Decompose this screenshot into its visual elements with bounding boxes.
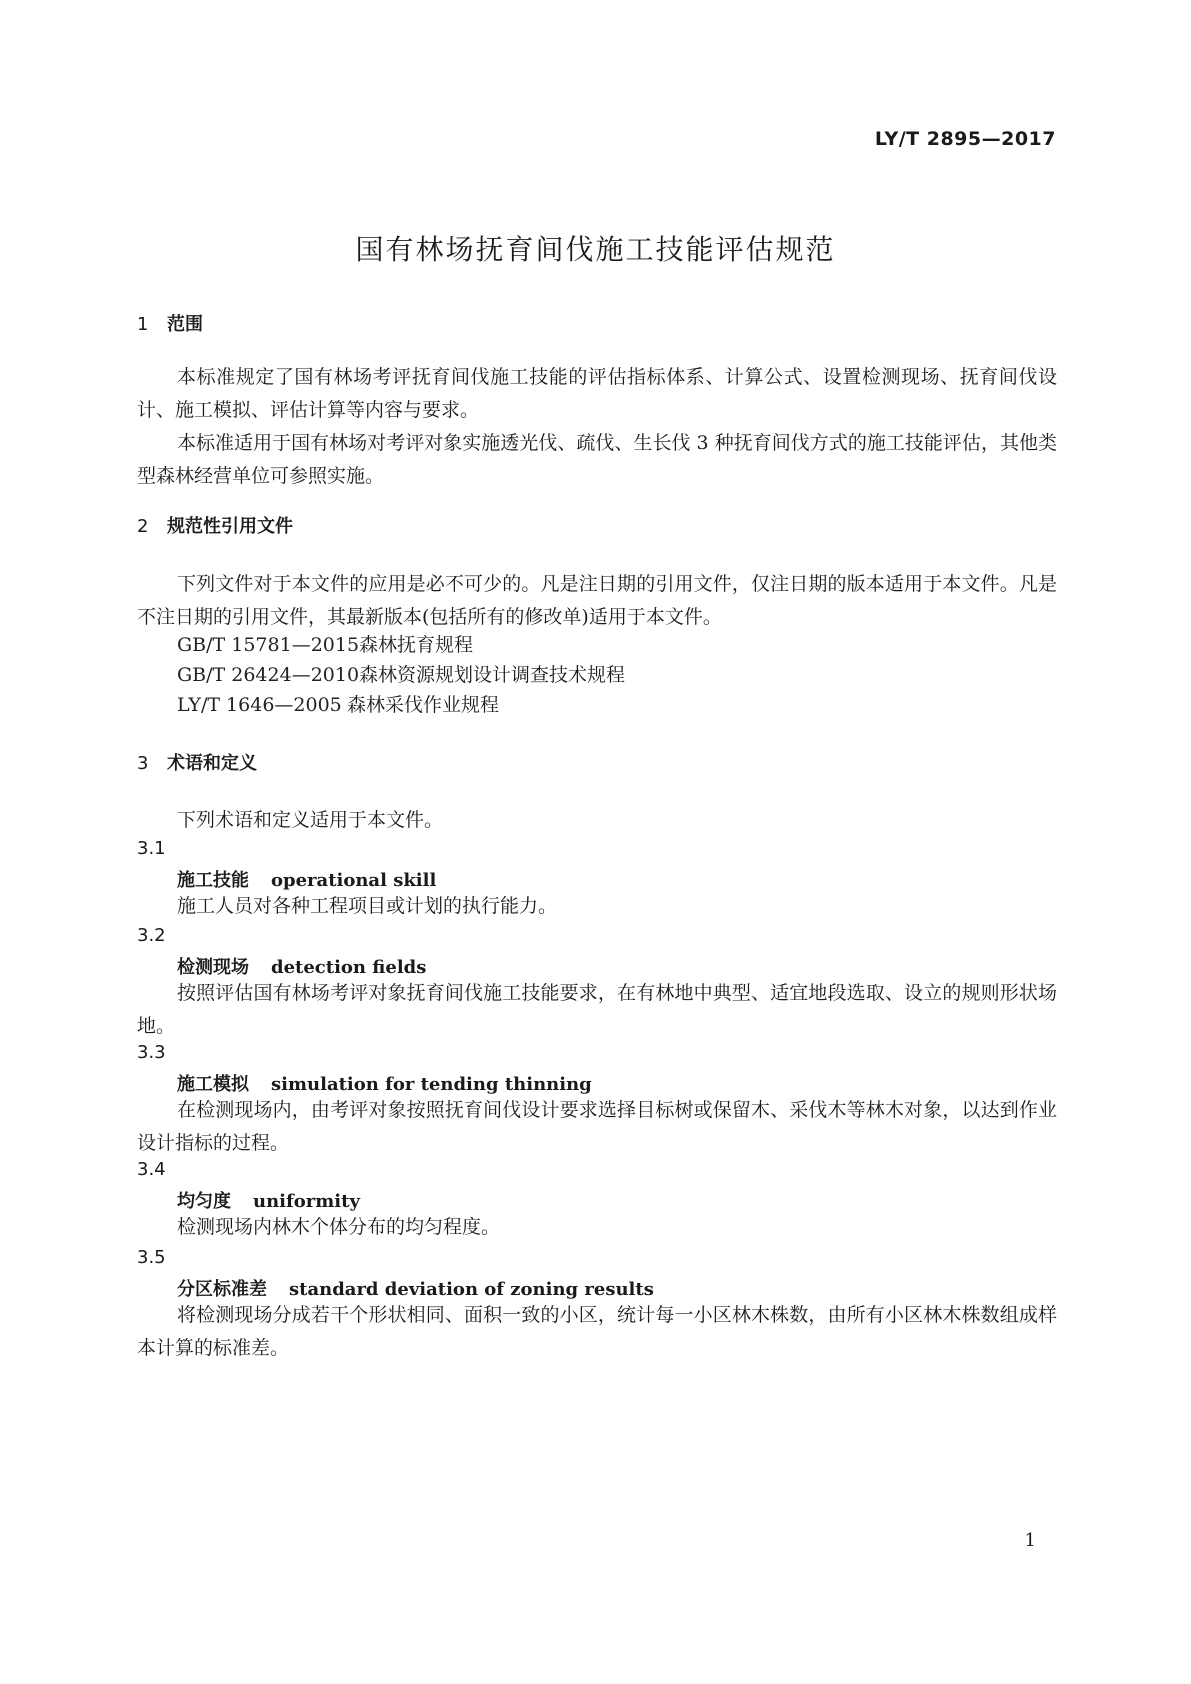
section-title: 规范性引用文件 (167, 516, 293, 537)
term-zh: 检测现场 (177, 957, 249, 978)
term-en: operational skill (271, 870, 437, 891)
page-number: 1 (1024, 1530, 1036, 1551)
scope-paragraph-1: 本标准规定了国有林场考评抚育间伐施工技能的评估指标体系、计算公式、设置检测现场、抚育间伐设计、施工模拟、评估计算等内容与要求。 (137, 366, 1057, 421)
reference-item (177, 630, 473, 657)
references-paragraph: 下列文件对于本文件的应用是必不可少的。凡是注日期的引用文件，仅注日期的版本适用于本文件。凡是不注日期的引用文件，其最新版本(包括所有的修改单)适用于本文件。 (137, 573, 1057, 628)
term-definition: 将检测现场分成若干个形状相同、面积一致的小区，统计每一小区林木株数，由所有小区林木株数组成样本计算的标准差。 (137, 1304, 1057, 1359)
term-heading (177, 953, 426, 979)
term-number: 3.2 (137, 925, 166, 946)
reference-title: 森林采伐作业规程 (347, 694, 500, 716)
scope-paragraph-2: 本标准适用于国有林场对考评对象实施透光伐、疏伐、生长伐 3 种抚育间伐方式的施工技能评估，其他类型森林经营单位可参照实施。 (137, 432, 1057, 487)
section-1-heading (137, 310, 203, 336)
reference-code: LY/T 1646—2005 (177, 694, 342, 716)
term-number: 3.5 (137, 1247, 166, 1268)
section-2-heading (137, 512, 293, 538)
term-en: simulation for tending thinning (271, 1074, 592, 1095)
standard-code: LY/T 2895—2017 (874, 128, 1056, 150)
document-title: 国有林场抚育间伐施工技能评估规范 (355, 233, 836, 266)
section-number: 1 (137, 314, 149, 335)
term-zh: 施工模拟 (177, 1074, 249, 1095)
reference-code: GB/T 15781—2015 (177, 634, 360, 656)
term-heading (177, 1187, 360, 1213)
term-en: detection fields (271, 957, 427, 978)
reference-item (177, 690, 499, 717)
term-heading (177, 1070, 592, 1096)
section-number: 2 (137, 516, 149, 537)
term-en: uniformity (253, 1191, 360, 1212)
term-definition: 按照评估国有林场考评对象抚育间伐施工技能要求，在有林地中典型、适宜地段选取、设立的规则形状场地。 (137, 982, 1057, 1037)
term-number: 3.3 (137, 1042, 166, 1063)
reference-title: 森林抚育规程 (359, 634, 474, 656)
reference-code: GB/T 26424—2010 (177, 664, 360, 686)
section-title: 范围 (167, 314, 203, 335)
section-number: 3 (137, 753, 149, 774)
term-heading (177, 1275, 654, 1301)
term-zh: 均匀度 (177, 1191, 231, 1212)
term-definition: 施工人员对各种工程项目或计划的执行能力。 (177, 895, 558, 917)
term-zh: 分区标准差 (177, 1279, 267, 1300)
term-definition: 在检测现场内，由考评对象按照抚育间伐设计要求选择目标树或保留木、采伐木等林木对象，以达到作业设计指标的过程。 (137, 1099, 1057, 1154)
term-heading (177, 866, 436, 892)
terms-intro: 下列术语和定义适用于本文件。 (177, 809, 444, 831)
section-3-heading (137, 749, 257, 775)
term-zh: 施工技能 (177, 870, 249, 891)
section-title: 术语和定义 (167, 753, 257, 774)
term-number: 3.4 (137, 1159, 166, 1180)
term-en: standard deviation of zoning results (289, 1279, 654, 1300)
term-definition: 检测现场内林木个体分布的均匀程度。 (177, 1216, 501, 1238)
reference-item (177, 660, 625, 687)
reference-title: 森林资源规划设计调查技术规程 (359, 664, 626, 686)
term-number: 3.1 (137, 838, 166, 859)
